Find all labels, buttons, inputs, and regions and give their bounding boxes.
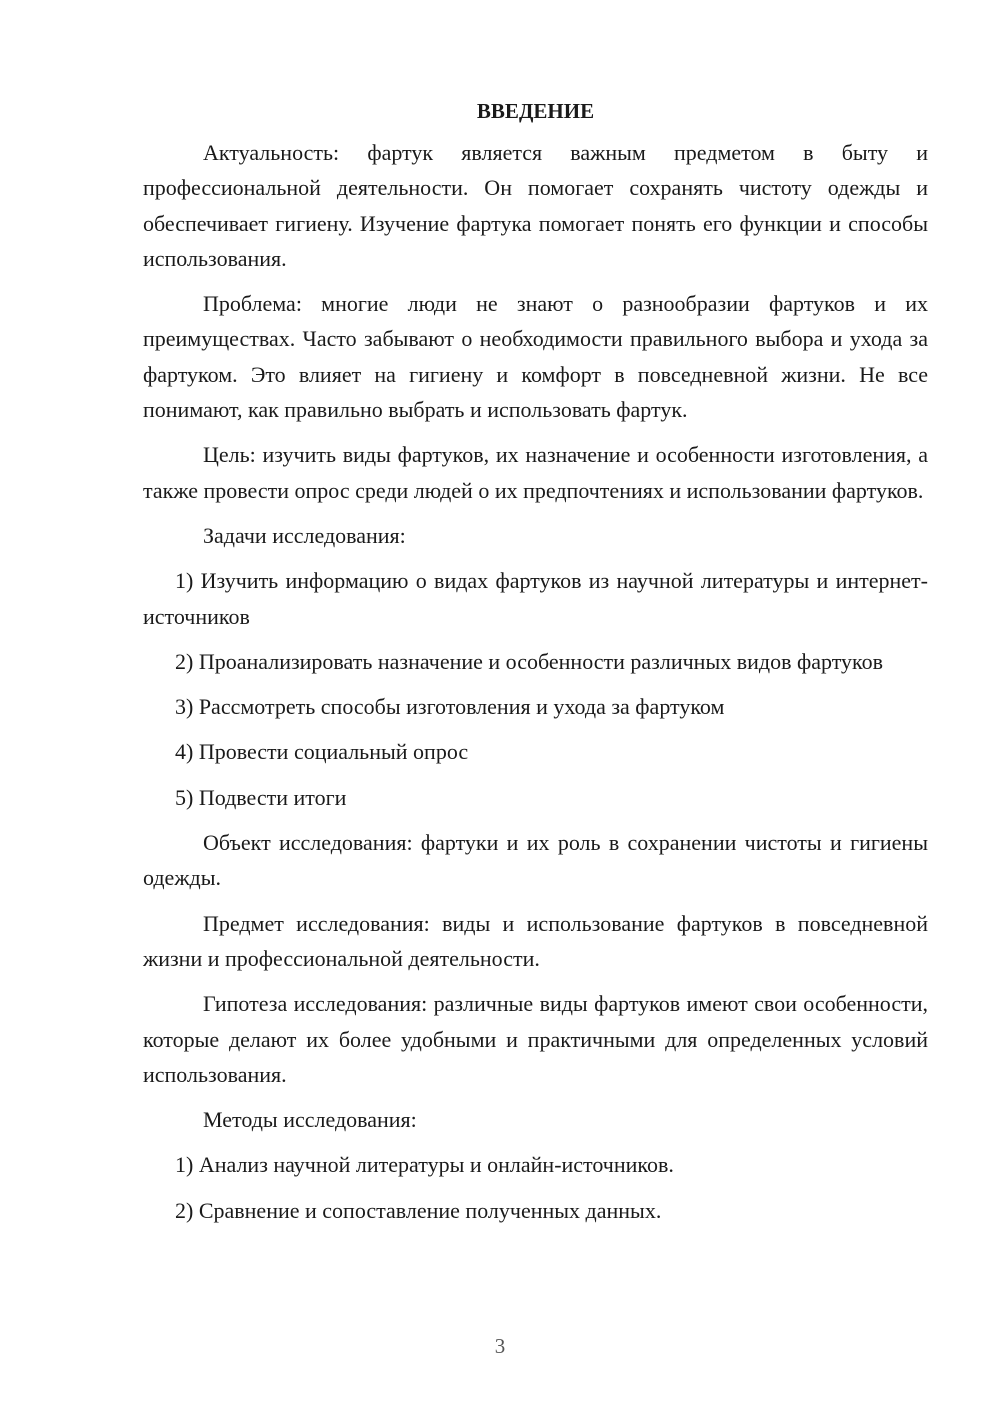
relevance-paragraph: Актуальность: фартук является важным предметом в быту и профессиональной деятельности. Он помогает сохранять чистоту одежды и обеспечивает гигиену. Изучение фартука помогает понять его функции и способы использования. [143,140,928,271]
task-item-3: 3) Рассмотреть способы изготовления и ухода за фартуком [175,694,725,720]
task-item-5: 5) Подвести итоги [175,784,347,810]
task-item-1: 1) Изучить информацию о видах фартуков из научной литературы и интернет-источников [143,568,928,629]
object-paragraph: Объект исследования: фартуки и их роль в сохранении чистоты и гигиены одежды. [143,830,928,891]
page-number: 3 [494,1334,506,1358]
tasks-heading: Задачи исследования: [203,522,406,548]
method-item-2: 2) Сравнение и сопоставление полученных данных. [175,1197,662,1223]
task-item-4: 4) Провести социальный опрос [175,739,469,765]
page-content [143,96,928,1238]
methods-heading: Методы исследования: [203,1107,417,1133]
problem-paragraph: Проблема: многие люди не знают о разнообразии фартуков и их преимуществах. Часто забывают о необходимости правильного выбора и ухода за фартуком. Это влияет на гигиену и комфорт в повседневной жизни. Не все понимают, как правильно выбрать и использовать фартук. [143,291,928,423]
task-item-2: 2) Проанализировать назначение и особенности различных видов фартуков [175,648,883,674]
subject-paragraph: Предмет исследования: виды и использование фартуков в повседневной жизни и профессиональной деятельности. [143,910,928,971]
goal-paragraph: Цель: изучить виды фартуков, их назначение и особенности изготовления, а также провести опрос среди людей о их предпочтениях и использовании фартуков. [143,442,928,503]
method-item-1: 1) Анализ научной литературы и онлайн-источников. [175,1152,674,1178]
page-title: ВВЕДЕНИЕ [476,99,595,123]
hypothesis-paragraph: Гипотеза исследования: различные виды фартуков имеют свои особенности, которые делают их более удобными и практичными для определенных условий использования. [143,991,928,1087]
